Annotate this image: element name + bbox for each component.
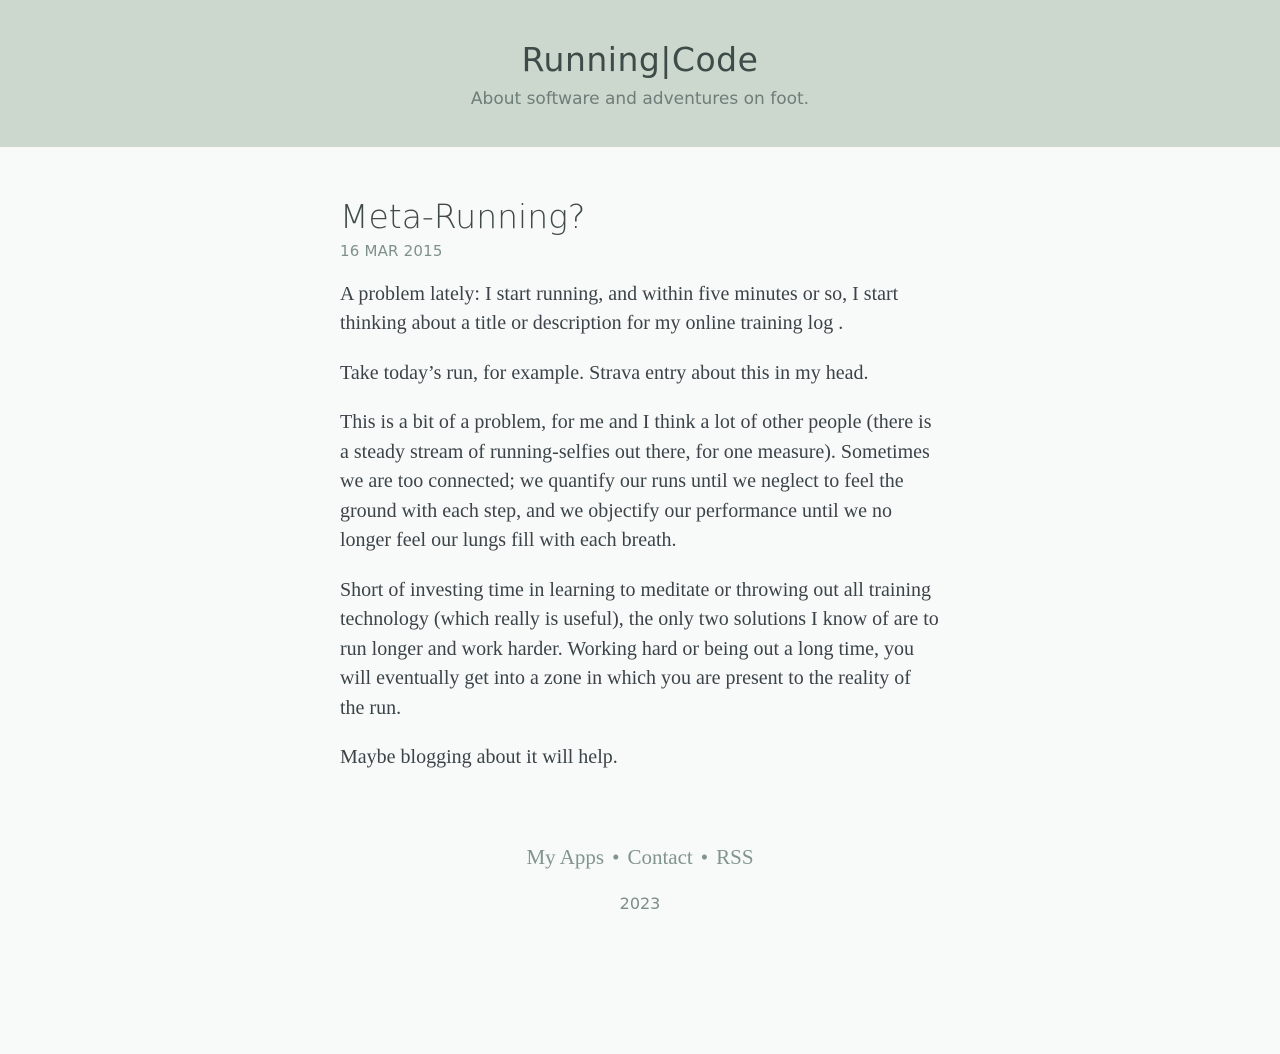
- site-header: [0, 0, 1280, 147]
- site-tagline: About software and adventures on foot.: [470, 88, 810, 109]
- post-paragraph: Take today’s run, for example. Strava entry about this in my head.: [340, 361, 869, 384]
- footer-year: 2023: [619, 893, 661, 913]
- site-footer: [0, 845, 1280, 935]
- post-body: [340, 280, 940, 773]
- footer-separator: •: [612, 844, 620, 869]
- post-article: [340, 147, 940, 773]
- footer-link-contact[interactable]: Contact: [627, 844, 693, 869]
- post-paragraph: This is a bit of a problem, for me and I think a lot of other people (there is a steady stream of running-selfies out there, for one measure). Sometimes we are too connected; we quantify our runs until we neglect to feel the ground with each step, and we objectify our performance until we no longer feel our lungs fill with each breath.: [340, 411, 932, 552]
- site-title-link[interactable]: Running|Code: [521, 40, 759, 79]
- post-paragraph: Maybe blogging about it will help.: [340, 746, 618, 769]
- footer-link-my-apps[interactable]: My Apps: [526, 844, 605, 869]
- post-paragraph: Short of investing time in learning to meditate or throwing out all training technology (which really is useful), the only two solutions I know of are to run longer and work harder. Working hard or being out a long time, you will eventually get into a zone in which you are present to the reality of the run.: [340, 578, 939, 719]
- footer-link-rss[interactable]: RSS: [716, 844, 754, 869]
- footer-separator: •: [700, 844, 709, 869]
- post-paragraph: A problem lately: I start running, and within five minutes or so, I start thinking about a title or description for my online training log .: [340, 282, 899, 335]
- post-title: Meta-Running?: [340, 197, 586, 236]
- footer-links: [0, 845, 1280, 870]
- post-date: 16 MAR 2015: [340, 241, 443, 260]
